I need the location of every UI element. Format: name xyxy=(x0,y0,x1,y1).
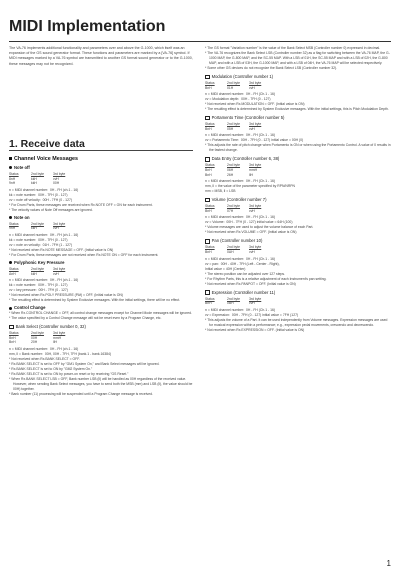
table-cell: 20H xyxy=(31,340,38,345)
table-cell: BnH xyxy=(205,301,212,306)
table-cell: 0BH xyxy=(227,301,234,306)
table-cell: BnH xyxy=(205,249,212,254)
table-cell: llH xyxy=(53,340,57,345)
table-header: 3rd byte xyxy=(249,81,262,85)
definition-line: kk = note number: 00H - 7FH (0 - 127) xyxy=(9,192,68,197)
status-table xyxy=(9,331,195,345)
modulation-heading xyxy=(205,74,391,80)
table-header: 3rd byte xyxy=(249,122,262,127)
definition-line: n = MIDI channel number: 0H - FH (Ch.1 - 16) xyxy=(205,133,276,138)
note-line: * Not received when Rx.EXPRESSION = OFF. (Initial value is ON) xyxy=(205,327,305,332)
table-header: 2nd byte xyxy=(227,204,241,209)
note-line: * This adjusts the volume of a Part. It can be used independently from Volume messages. Expression messages are used for musical expression within a performance; e.g., expression pedal movements, crescendo and decrescendo. xyxy=(205,317,388,327)
note-line: * Not received when Rx.POLY PRESSURE (PAf) = OFF. (Initial value is ON) xyxy=(9,293,123,298)
table-header: 2nd byte xyxy=(31,266,45,271)
definition-line: n = MIDI channel number: 0H - FH (Ch.1 - 16) xyxy=(205,215,276,220)
definition-line: vv = Expression: 00H - 7FH (0 - 127) initial value = 7FH (127) xyxy=(205,312,299,317)
table-header: Status xyxy=(9,266,19,271)
table-header: 2nd byte xyxy=(31,172,45,176)
note-line: * Some other GS devices do not recognize the Bank Select LSB (Controller number 32). xyxy=(205,66,338,70)
table-header: 2nd byte xyxy=(227,163,241,168)
table-cell: BnH xyxy=(205,208,212,213)
table-cell: 05H xyxy=(227,126,234,131)
box-bullet-icon xyxy=(9,325,14,330)
definition-line: vv = note off velocity: 00H - 7FH (0 - 127) xyxy=(9,197,72,202)
table-cell: 00H xyxy=(53,181,60,186)
pan-heading-text: Pan (Controller number 10) xyxy=(211,238,263,244)
table-cell: 00H xyxy=(31,335,38,340)
box-bullet-icon xyxy=(205,290,210,295)
note-line: * The velocity values of Note Off messages are ignored. xyxy=(9,207,93,212)
modulation-heading-text: Modulation (Controller number 1) xyxy=(211,74,274,79)
box-bullet-icon xyxy=(205,75,210,80)
section-rule xyxy=(9,150,193,151)
table-header: 3rd byte xyxy=(53,331,66,336)
table-cell: 06H xyxy=(227,167,234,172)
status-table xyxy=(9,172,195,186)
table-cell: kkH xyxy=(31,176,37,181)
definition-line: vv = key pressure: 00H - 7FH (0 - 127) xyxy=(9,288,68,293)
note-line: * For Drum Parts, these messages are not received when Rx.NOTE ON = OFF for each instrument. xyxy=(9,252,159,257)
table-cell: llH xyxy=(249,172,253,177)
note-on-heading-text: Note on xyxy=(14,214,30,220)
intro-paragraph: The VA-76 implements additional functionality and parameters over and above the G-1000, which itself was an expansion of the GS sound generator format. These functions and parameters are marked by a [VA-76] symbol. If MIDI messages marked by a VA-76 symbol are transmitted to another GS format sound generator or to the G-1000, these messages may not be recognized. xyxy=(9,46,193,66)
definition-line: Initial value = 40H (Center) xyxy=(205,266,246,271)
note-line: * The GS format "Variation number" is the value of the Bank Select MSB (Controller number 0) expressed in decimal. xyxy=(205,46,381,50)
table-header: 3rd byte xyxy=(53,172,66,176)
status-table xyxy=(9,222,195,231)
table-header: 2nd byte xyxy=(31,331,45,336)
status-table xyxy=(205,81,391,90)
definition-line: n = MIDI channel number: 0H - FH (Ch.1 - 16) xyxy=(205,307,276,312)
definition-line: n = MIDI channel number: 0H - FH (Ch.1 - 16) xyxy=(205,92,276,97)
pan-heading xyxy=(205,238,391,244)
definition-line: kk = note number: 00H - 7FH (0 - 127) xyxy=(9,283,68,288)
note-line: * For Drum Parts, these messages are received when Rx.NOTE OFF = ON for each instrument. xyxy=(9,202,153,207)
note-line: * When Rx.CONTROL CHANGE = OFF, all control change messages except for Channel Mode messages will be ignored. xyxy=(9,311,192,316)
definition-line: n = MIDI channel number: 0H - FH (Ch.1 - 16) xyxy=(205,179,276,184)
status-table xyxy=(205,297,391,306)
table-cell: kkH xyxy=(31,271,37,276)
table-cell: BnH xyxy=(205,126,212,131)
control-change-heading-text: Control Change xyxy=(14,305,46,311)
table-cell: kkH xyxy=(31,181,37,186)
page-number: 1 xyxy=(386,559,391,568)
table-cell: 9nH xyxy=(9,226,16,231)
table-cell: vvH xyxy=(249,85,255,90)
table-header: Status xyxy=(205,245,215,250)
table-cell: 26H xyxy=(227,172,234,177)
poly-pressure-heading-text: Polyphonic Key Pressure xyxy=(14,259,65,265)
portamento-time-heading xyxy=(205,115,391,121)
box-bullet-icon xyxy=(205,116,210,121)
note-line: * Not received when Rx.NOTE MESSAGE = OFF. (Initial value is ON) xyxy=(9,247,114,252)
table-cell: 01H xyxy=(227,85,234,90)
definition-line: n = MIDI channel number: 0H - FH (ch.1 - 16) xyxy=(9,187,79,192)
right-column xyxy=(205,46,391,333)
table-cell: mmH xyxy=(249,167,258,172)
definition-line: mm, ll = Bank number: 00H, 00H - 7FH, 7FH (bank.1 - bank.16384) xyxy=(9,351,112,356)
note-line: * Volume messages are used to adjust the volume balance of each Part. xyxy=(205,225,314,230)
poly-pressure-heading xyxy=(9,260,195,266)
table-header: Status xyxy=(205,81,215,85)
note-off-heading xyxy=(9,165,195,171)
status-table xyxy=(9,267,195,276)
table-cell: 9nH xyxy=(9,181,16,186)
definition-line: mm = MSB, ll = LSB xyxy=(205,189,236,194)
table-header: Status xyxy=(205,204,215,209)
table-cell: 0AH xyxy=(227,249,234,254)
table-header: 3rd byte xyxy=(249,245,262,250)
data-entry-heading-text: Data Entry (Controller number 6, 38) xyxy=(211,156,280,162)
table-cell: BnH xyxy=(9,340,16,345)
table-cell: 8nH xyxy=(9,176,16,181)
note-line: * Rx.BANK SELECT is set to ON by power-on reset or by receiving "GS Reset." xyxy=(9,371,129,376)
table-header: Status xyxy=(9,221,19,226)
table-header: 2nd byte xyxy=(227,245,241,250)
table-cell: BnH xyxy=(205,85,212,90)
table-cell: vvH xyxy=(249,208,255,213)
definition-line: vv = pan: 00H - 40H - 7FH (Left - Center - Right), xyxy=(205,261,280,266)
table-header: 3rd byte xyxy=(53,266,66,271)
table-cell: BnH xyxy=(9,335,16,340)
note-line: * The resulting effect is determined by System Exclusive messages. With the initial settings, this is Pitch Modulation Depth. xyxy=(205,107,389,112)
channel-voice-heading xyxy=(9,156,195,163)
definition-line: vv = Volume: 00H - 7FH (0 - 127) initial value = 64H (100) xyxy=(205,220,293,225)
table-cell: kkH xyxy=(31,226,37,231)
definition-line: vv = Portamento Time: 00H - 7FH (0 - 127) initial value = 00H (0) xyxy=(205,138,304,143)
table-cell: BnH xyxy=(205,167,212,172)
table-cell: vvH xyxy=(249,249,255,254)
definition-line: vv = note on velocity: 01H - 7FH (1 - 127) xyxy=(9,242,73,247)
note-line: * The stereo position can be adjusted over 127 steps. xyxy=(205,271,286,276)
table-cell: vvH xyxy=(53,176,59,181)
box-bullet-icon xyxy=(205,239,210,244)
table-cell: mmH xyxy=(53,335,62,340)
expression-heading xyxy=(205,290,391,296)
note-line: * Bank number (11) processing will be suspended until a Program Change message is received. xyxy=(9,391,153,396)
table-cell: BnH xyxy=(205,172,212,177)
note-line: * The resulting effect is determined by System Exclusive messages. With the initial settings, there will be no effect. xyxy=(9,298,181,303)
box-bullet-icon xyxy=(205,198,210,203)
bank-select-heading xyxy=(9,324,195,330)
definition-line: n = MIDI channel number: 0H - FH (Ch.1 - 16) xyxy=(205,256,276,261)
definition-line: kk = note number: 00H - 7FH (0 - 127) xyxy=(9,237,68,242)
section-heading: 1. Receive data xyxy=(9,138,85,150)
note-line: * Rx.BANK SELECT is set to OFF by "GM1 System On," and Bank Select messages will be ignored. xyxy=(9,361,160,366)
table-header: 3rd byte xyxy=(249,296,262,301)
status-table xyxy=(205,204,391,213)
volume-heading-text: Volume (Controller number 7) xyxy=(211,197,267,203)
status-table xyxy=(205,245,391,254)
table-cell: vvH xyxy=(249,301,255,306)
note-line: * The VA-76 recognizes the Bank Select LSB (Controller number 32) as a flag for switching between the VA-76 MAP, the G-1000 MAP, the G-800 MAP, and the SC-55 MAP. With a LSB of 01H, the SC-55 MAP and with a LSB of 02H, the G-800 MAP, and with a LSB of 03H, the G-1000 MAP, and with a LSB of 04H, the VA-76 MAP will be selected respectively. xyxy=(205,51,390,65)
table-header: 3rd byte xyxy=(53,221,66,226)
definition-line: vv = Modulation depth: 00H - 7FH (0 - 127) xyxy=(205,97,271,102)
page-title: MIDI Implementation xyxy=(9,18,166,35)
note-line: * Not received when Rx.PANPOT = OFF. (Initial value is ON) xyxy=(205,281,296,286)
table-header: 2nd byte xyxy=(227,296,241,301)
definition-line: n = MIDI channel number: 0H - FH (ch.1 - 16) xyxy=(9,232,79,237)
channel-voice-heading-text: Channel Voice Messages xyxy=(14,156,79,162)
title-rule xyxy=(9,41,391,42)
round-bullet-icon xyxy=(9,216,12,219)
note-line: * Not received when Rx.VOLUME = OFF. (Initial value is ON) xyxy=(205,230,297,235)
note-off-heading-text: Note off xyxy=(14,165,30,170)
note-line: * The value specified by a Control Change message will not be reset even by a Program Change, etc. xyxy=(9,316,162,321)
table-header: Status xyxy=(9,172,19,176)
square-bullet-icon xyxy=(9,157,12,160)
round-bullet-icon xyxy=(9,166,12,169)
box-bullet-icon xyxy=(205,157,210,162)
note-line: * When Rx.BANK SELECT LSB = OFF, Bank number LSB (ll) will be handled as 00H regardless of the received value. However, when sending Bank Select messages, you have to send both the MSB (mm) and LSB (ll), the value should be 00H) together. xyxy=(9,376,193,391)
round-bullet-icon xyxy=(9,261,12,264)
table-cell: vvH xyxy=(53,271,59,276)
note-line: * Rx.BANK SELECT is set to ON by "GM2 System On." xyxy=(9,366,93,371)
table-header: 2nd byte xyxy=(227,122,241,127)
note-line: * Not received when Rx.MODULATION = OFF. (Initial value is ON) xyxy=(205,102,305,107)
table-cell: AnH xyxy=(9,271,16,276)
round-bullet-icon xyxy=(9,307,12,310)
table-header: Status xyxy=(205,122,215,127)
table-cell: vvH xyxy=(249,126,255,131)
table-header: 2nd byte xyxy=(31,221,45,226)
note-line: * Not received when Rx.BANK SELECT = OFF. xyxy=(9,356,80,361)
table-header: 3rd byte xyxy=(249,163,262,168)
table-header: 3rd byte xyxy=(249,204,262,209)
definition-line: mm, ll = the value of the parameter specified by RPN/NRPN xyxy=(205,184,295,189)
definition-line: n = MIDI channel number: 0H - FH (ch.1 - 16) xyxy=(9,346,79,351)
bank-select-heading-text: Bank Select (Controller number 0, 32) xyxy=(15,324,86,330)
table-header: Status xyxy=(205,296,215,301)
table-header: 2nd byte xyxy=(227,81,241,85)
table-cell: vvH xyxy=(53,226,59,231)
status-table xyxy=(205,163,391,177)
table-header: Status xyxy=(9,331,19,336)
note-on-heading xyxy=(9,215,195,221)
data-entry-heading xyxy=(205,156,391,162)
note-line: * This adjusts the rate of pitch change when Portamento is ON or when using the Portamento Control. A value of 0 results in the fastest change. xyxy=(205,143,391,153)
table-cell: 07H xyxy=(227,208,234,213)
status-table xyxy=(205,122,391,131)
portamento-time-heading-text: Portamento Time (Controller number 5) xyxy=(211,115,285,121)
note-line: * For Rhythm Parts, this is a relative adjustment of each Instrument's pan setting. xyxy=(205,276,327,281)
expression-heading-text: Expression (Controller number 11) xyxy=(211,289,276,295)
table-header: Status xyxy=(205,163,215,168)
volume-heading xyxy=(205,197,391,203)
definition-line: n = MIDI channel number: 0H - FH (ch.1 - 16) xyxy=(9,278,79,283)
left-column xyxy=(9,153,195,397)
